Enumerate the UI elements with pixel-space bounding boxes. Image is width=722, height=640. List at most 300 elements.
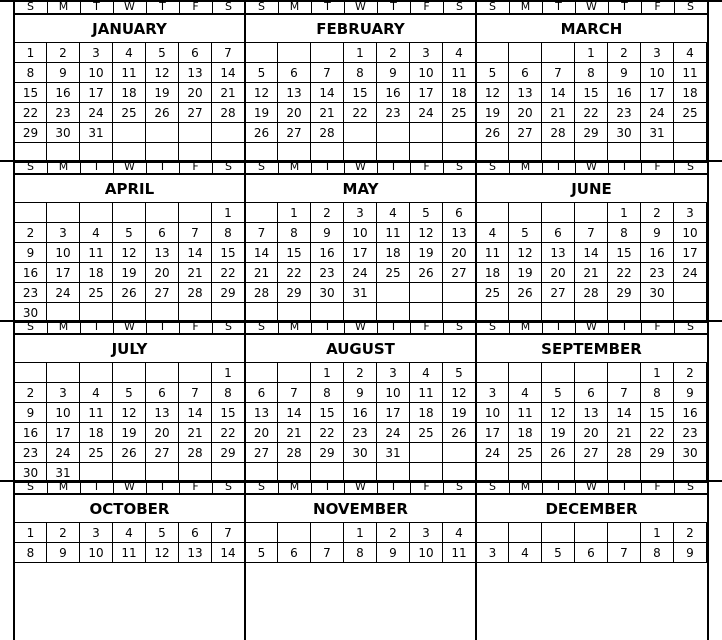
day-cell: 22	[575, 103, 608, 123]
day-cell	[245, 523, 278, 543]
day-cell	[674, 123, 707, 143]
day-cell: 11	[80, 243, 113, 263]
day-cell: 29	[212, 283, 245, 303]
day-cell: 16	[344, 403, 377, 423]
day-cell: 4	[80, 383, 113, 403]
day-cell: 8	[344, 63, 377, 83]
weekday-divider	[278, 160, 279, 173]
day-cell: 31	[377, 443, 410, 463]
weekday-divider	[443, 160, 444, 173]
month-left-border	[244, 0, 246, 160]
month-title: APRIL	[104, 180, 155, 198]
day-cell: 2	[14, 383, 47, 403]
weekday-header: T	[621, 320, 628, 333]
day-cell: 28	[311, 123, 344, 143]
day-cell	[410, 283, 443, 303]
day-cell: 22	[311, 423, 344, 443]
day-cell: 5	[443, 363, 476, 383]
month-title: DECEMBER	[545, 500, 638, 518]
day-cell: 4	[377, 203, 410, 223]
day-cell: 21	[179, 263, 212, 283]
day-cell: 7	[542, 63, 575, 83]
row-right-border	[707, 0, 709, 160]
day-cell: 24	[80, 103, 113, 123]
weekday-divider	[344, 320, 345, 333]
weekday-divider	[575, 320, 576, 333]
day-cell: 21	[212, 83, 245, 103]
weekday-header: F	[654, 0, 661, 13]
weekday-divider	[212, 480, 213, 493]
weekday-divider	[146, 320, 147, 333]
day-cell: 29	[278, 283, 311, 303]
weekday-header: S	[258, 320, 265, 333]
day-cell: 14	[575, 243, 608, 263]
weekday-divider	[641, 480, 642, 493]
month-title: MARCH	[560, 20, 623, 38]
day-cell: 21	[278, 423, 311, 443]
day-cell	[509, 363, 542, 383]
day-cell: 13	[575, 403, 608, 423]
day-cell: 1	[608, 203, 641, 223]
weekday-header: T	[93, 0, 100, 13]
weekday-header: S	[27, 320, 34, 333]
day-cell: 28	[212, 103, 245, 123]
weekday-header: W	[355, 160, 366, 173]
weekday-header: T	[159, 0, 166, 13]
day-cell: 3	[80, 43, 113, 63]
weekday-divider	[113, 480, 114, 493]
weekday-header: T	[555, 320, 562, 333]
weekday-divider	[674, 0, 675, 13]
month-title: NOVEMBER	[313, 500, 408, 518]
weekday-header: W	[586, 0, 597, 13]
day-cell: 30	[47, 123, 80, 143]
day-cell: 17	[80, 83, 113, 103]
weekday-divider	[641, 160, 642, 173]
weekday-header: S	[456, 480, 463, 493]
weekday-header: W	[586, 320, 597, 333]
day-cell: 18	[377, 243, 410, 263]
day-cell: 8	[311, 383, 344, 403]
weekday-header: S	[489, 160, 496, 173]
weekday-divider	[179, 0, 180, 13]
day-cell: 24	[377, 423, 410, 443]
day-cell: 26	[476, 123, 509, 143]
day-cell: 24	[476, 443, 509, 463]
weekday-header: T	[555, 0, 562, 13]
day-cell	[443, 443, 476, 463]
day-cell: 25	[80, 283, 113, 303]
row-right-border	[707, 480, 709, 640]
day-cell: 19	[113, 263, 146, 283]
month-left-border	[475, 480, 477, 640]
weekday-divider	[311, 160, 312, 173]
day-cell	[509, 523, 542, 543]
weekday-header: W	[355, 480, 366, 493]
day-cell: 24	[47, 443, 80, 463]
day-cell: 10	[344, 223, 377, 243]
weekday-divider	[47, 160, 48, 173]
day-cell: 1	[311, 363, 344, 383]
day-cell: 20	[575, 423, 608, 443]
weekday-header: S	[258, 160, 265, 173]
day-cell: 1	[344, 523, 377, 543]
weekday-divider	[443, 480, 444, 493]
weekday-header: W	[124, 320, 135, 333]
weekday-divider	[608, 160, 609, 173]
weekday-divider	[47, 0, 48, 13]
day-cell	[344, 123, 377, 143]
day-cell: 23	[47, 103, 80, 123]
day-cell: 10	[80, 63, 113, 83]
weekday-divider	[542, 0, 543, 13]
weekday-header: T	[390, 0, 397, 13]
weekday-divider	[674, 160, 675, 173]
day-cell: 13	[542, 243, 575, 263]
weekday-divider	[410, 320, 411, 333]
day-cell: 25	[443, 103, 476, 123]
weekday-divider	[344, 480, 345, 493]
day-cell: 18	[80, 263, 113, 283]
month-left-border	[13, 0, 15, 160]
weekday-header: M	[520, 0, 531, 13]
day-cell: 20	[509, 103, 542, 123]
day-cell: 3	[476, 543, 509, 563]
weekday-header: F	[423, 320, 430, 333]
day-cell: 27	[443, 263, 476, 283]
day-cell: 16	[311, 243, 344, 263]
weekday-header: T	[324, 160, 331, 173]
day-cell: 16	[14, 263, 47, 283]
day-cell: 29	[311, 443, 344, 463]
weekday-header: T	[555, 480, 562, 493]
day-cell	[476, 43, 509, 63]
day-cell: 9	[311, 223, 344, 243]
day-cell: 29	[575, 123, 608, 143]
weekday-divider	[278, 480, 279, 493]
day-cell: 15	[212, 403, 245, 423]
month-title: JANUARY	[92, 20, 167, 38]
weekday-header: M	[58, 480, 69, 493]
weekday-divider	[311, 320, 312, 333]
day-cell: 15	[641, 403, 674, 423]
day-cell: 5	[509, 223, 542, 243]
day-cell	[542, 203, 575, 223]
day-cell: 21	[179, 423, 212, 443]
day-cell: 1	[14, 43, 47, 63]
day-cell: 9	[674, 543, 707, 563]
day-cell	[608, 523, 641, 543]
day-cell	[575, 523, 608, 543]
day-cell: 16	[641, 243, 674, 263]
weekday-header: W	[124, 0, 135, 13]
day-cell: 4	[410, 363, 443, 383]
day-cell	[575, 363, 608, 383]
day-cell: 17	[476, 423, 509, 443]
day-cell: 25	[113, 103, 146, 123]
day-cell: 6	[179, 523, 212, 543]
day-cell: 27	[245, 443, 278, 463]
day-cell: 10	[80, 543, 113, 563]
day-cell: 7	[212, 523, 245, 543]
weekday-header: W	[124, 160, 135, 173]
day-cell: 17	[410, 83, 443, 103]
day-cell: 7	[212, 43, 245, 63]
day-cell: 12	[509, 243, 542, 263]
day-cell: 10	[410, 63, 443, 83]
weekday-header: M	[289, 480, 300, 493]
day-cell: 14	[608, 403, 641, 423]
day-cell: 27	[542, 283, 575, 303]
day-cell: 2	[377, 523, 410, 543]
day-cell	[245, 203, 278, 223]
weekday-divider	[443, 0, 444, 13]
weekday-header: F	[423, 160, 430, 173]
day-cell: 23	[377, 103, 410, 123]
weekday-header: M	[58, 0, 69, 13]
day-cell: 26	[245, 123, 278, 143]
day-cell	[509, 203, 542, 223]
day-cell	[47, 203, 80, 223]
weekday-header: T	[93, 160, 100, 173]
day-cell	[443, 283, 476, 303]
day-cell: 13	[443, 223, 476, 243]
weekday-header: T	[621, 160, 628, 173]
day-cell: 23	[674, 423, 707, 443]
day-cell: 6	[245, 383, 278, 403]
weekday-divider	[113, 320, 114, 333]
day-cell: 14	[542, 83, 575, 103]
day-cell: 15	[14, 83, 47, 103]
day-cell: 16	[47, 83, 80, 103]
day-cell: 26	[113, 283, 146, 303]
day-cell: 4	[476, 223, 509, 243]
day-cell: 17	[344, 243, 377, 263]
day-cell	[377, 283, 410, 303]
day-cell: 12	[476, 83, 509, 103]
weekday-header: M	[520, 320, 531, 333]
day-cell	[47, 363, 80, 383]
day-cell: 11	[443, 63, 476, 83]
day-cell	[113, 123, 146, 143]
day-cell	[575, 203, 608, 223]
day-cell: 14	[179, 403, 212, 423]
day-cell	[311, 43, 344, 63]
day-cell: 9	[377, 543, 410, 563]
weekday-header: M	[520, 160, 531, 173]
weekday-header: T	[159, 480, 166, 493]
day-cell: 8	[344, 543, 377, 563]
day-cell: 20	[278, 103, 311, 123]
weekday-header: F	[654, 480, 661, 493]
day-cell: 3	[476, 383, 509, 403]
day-cell: 22	[344, 103, 377, 123]
month-title: FEBRUARY	[316, 20, 405, 38]
day-cell: 25	[377, 263, 410, 283]
day-cell: 8	[14, 543, 47, 563]
day-cell: 21	[542, 103, 575, 123]
weekday-divider	[80, 320, 81, 333]
day-cell: 6	[278, 543, 311, 563]
day-cell: 9	[14, 243, 47, 263]
weekday-divider	[146, 0, 147, 13]
month-title: JUNE	[571, 180, 612, 198]
day-cell: 1	[641, 523, 674, 543]
day-cell: 28	[179, 283, 212, 303]
day-cell: 13	[278, 83, 311, 103]
day-cell: 16	[377, 83, 410, 103]
row-right-border	[707, 160, 709, 320]
day-cell: 25	[80, 443, 113, 463]
day-cell: 3	[377, 363, 410, 383]
weekday-header: S	[687, 160, 694, 173]
weekday-divider	[608, 0, 609, 13]
day-cell: 12	[146, 63, 179, 83]
day-cell: 4	[443, 43, 476, 63]
weekday-header: T	[390, 480, 397, 493]
day-cell: 20	[443, 243, 476, 263]
day-cell: 17	[641, 83, 674, 103]
day-cell: 23	[344, 423, 377, 443]
day-cell: 17	[47, 263, 80, 283]
day-cell	[608, 363, 641, 383]
weekday-divider	[377, 320, 378, 333]
month-left-border	[244, 320, 246, 480]
day-cell: 11	[476, 243, 509, 263]
weekday-header: F	[423, 0, 430, 13]
day-cell: 5	[476, 63, 509, 83]
day-cell: 15	[575, 83, 608, 103]
day-cell: 5	[410, 203, 443, 223]
day-cell: 22	[641, 423, 674, 443]
month-left-border	[475, 320, 477, 480]
weekday-divider	[377, 160, 378, 173]
day-cell: 8	[212, 383, 245, 403]
day-cell	[80, 203, 113, 223]
day-cell: 27	[278, 123, 311, 143]
day-cell: 27	[509, 123, 542, 143]
day-cell: 29	[14, 123, 47, 143]
weekday-divider	[278, 0, 279, 13]
month-title: AUGUST	[326, 340, 395, 358]
weekday-header: S	[687, 0, 694, 13]
day-cell: 15	[344, 83, 377, 103]
day-cell: 26	[113, 443, 146, 463]
day-cell: 4	[443, 523, 476, 543]
day-cell: 28	[179, 443, 212, 463]
day-cell: 29	[608, 283, 641, 303]
day-cell: 3	[410, 43, 443, 63]
day-cell: 24	[641, 103, 674, 123]
day-cell: 24	[344, 263, 377, 283]
weekday-divider	[146, 480, 147, 493]
day-cell: 12	[113, 243, 146, 263]
day-cell: 30	[14, 303, 47, 323]
weekday-header: S	[456, 320, 463, 333]
day-cell: 3	[641, 43, 674, 63]
day-cell: 22	[212, 423, 245, 443]
day-cell: 23	[641, 263, 674, 283]
day-cell: 7	[608, 543, 641, 563]
day-cell	[278, 43, 311, 63]
weekday-header: W	[355, 320, 366, 333]
day-cell: 5	[542, 543, 575, 563]
weekday-divider	[410, 160, 411, 173]
day-cell: 8	[608, 223, 641, 243]
day-cell: 25	[410, 423, 443, 443]
day-cell: 11	[113, 543, 146, 563]
day-cell: 5	[245, 543, 278, 563]
weekday-divider	[377, 480, 378, 493]
weekday-divider	[410, 0, 411, 13]
day-cell	[113, 203, 146, 223]
day-cell: 21	[311, 103, 344, 123]
weekday-header: M	[289, 0, 300, 13]
day-cell: 4	[113, 523, 146, 543]
weekday-divider	[641, 320, 642, 333]
day-cell	[476, 363, 509, 383]
day-cell	[311, 523, 344, 543]
day-cell: 24	[47, 283, 80, 303]
weekday-header: S	[225, 480, 232, 493]
day-cell: 16	[608, 83, 641, 103]
day-cell	[146, 203, 179, 223]
month-left-border	[475, 0, 477, 160]
day-cell: 10	[410, 543, 443, 563]
weekday-header: W	[586, 480, 597, 493]
day-cell: 19	[509, 263, 542, 283]
row-right-border	[707, 320, 709, 480]
weekday-header: T	[621, 0, 628, 13]
day-cell: 12	[146, 543, 179, 563]
day-cell	[542, 363, 575, 383]
day-cell: 15	[212, 243, 245, 263]
weekday-header: F	[654, 160, 661, 173]
day-cell: 30	[14, 463, 47, 483]
day-cell: 26	[443, 423, 476, 443]
day-cell: 15	[278, 243, 311, 263]
weekday-header: T	[324, 480, 331, 493]
day-cell: 12	[245, 83, 278, 103]
day-cell: 19	[410, 243, 443, 263]
day-cell: 3	[80, 523, 113, 543]
weekday-divider	[311, 480, 312, 493]
day-cell: 1	[344, 43, 377, 63]
day-cell: 14	[179, 243, 212, 263]
weekday-divider	[377, 0, 378, 13]
month-title: JULY	[111, 340, 148, 358]
day-cell: 28	[608, 443, 641, 463]
weekday-divider	[542, 480, 543, 493]
day-cell: 8	[641, 543, 674, 563]
day-cell: 11	[113, 63, 146, 83]
day-cell	[542, 523, 575, 543]
day-cell: 6	[575, 543, 608, 563]
day-cell: 4	[509, 543, 542, 563]
day-cell: 9	[47, 543, 80, 563]
day-cell: 31	[47, 463, 80, 483]
day-cell: 22	[14, 103, 47, 123]
day-cell: 11	[377, 223, 410, 243]
day-cell: 23	[608, 103, 641, 123]
weekday-header: S	[27, 160, 34, 173]
day-cell	[179, 203, 212, 223]
day-cell: 27	[146, 283, 179, 303]
day-cell: 27	[146, 443, 179, 463]
weekday-divider	[47, 320, 48, 333]
day-cell	[476, 523, 509, 543]
day-cell: 4	[113, 43, 146, 63]
